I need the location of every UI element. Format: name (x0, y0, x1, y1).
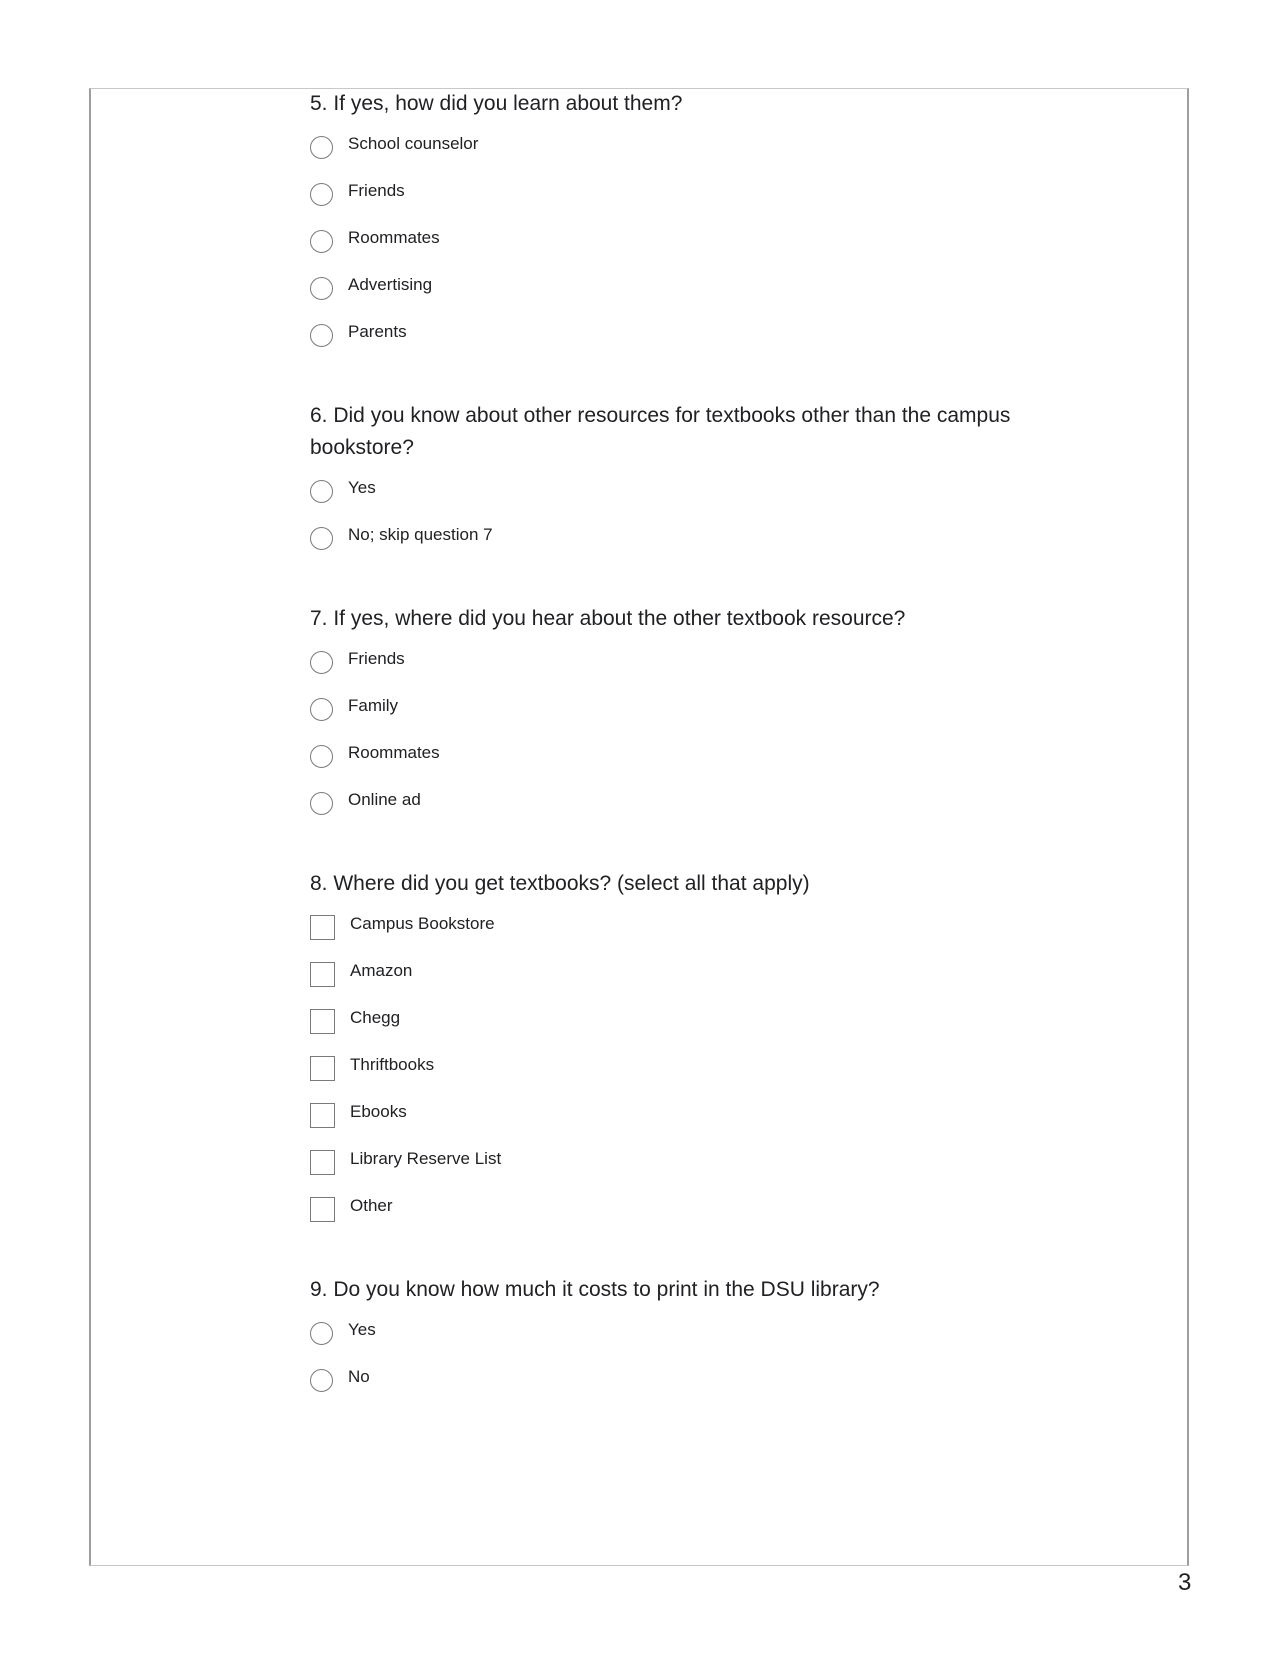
option-label: Library Reserve List (350, 1149, 502, 1168)
question-5-option-friends[interactable] (310, 177, 1030, 224)
option-label: Yes (348, 478, 376, 497)
option-label: Parents (348, 322, 407, 341)
page-number: 3 (1178, 1569, 1192, 1596)
question-8-option-other[interactable] (310, 1192, 1030, 1239)
option-label: Family (348, 696, 399, 715)
radio-button[interactable] (310, 183, 333, 206)
question-9-title: 9. Do you know how much it costs to print in the DSU library? (310, 1278, 880, 1301)
option-label: No (348, 1367, 370, 1386)
option-label: Amazon (350, 961, 413, 980)
question-7-title: 7. If yes, where did you hear about the other textbook resource? (310, 607, 906, 630)
option-label: Yes (348, 1320, 376, 1339)
question-6-option-yes[interactable] (310, 474, 1030, 521)
radio-button[interactable] (310, 324, 333, 347)
question-7-option-family[interactable] (310, 692, 1030, 739)
checkbox[interactable] (310, 1103, 335, 1128)
question-8 (310, 868, 1030, 1239)
option-label: No; skip question 7 (348, 525, 493, 544)
question-5 (310, 88, 1030, 365)
question-9 (310, 1274, 1030, 1410)
question-5-option-parents[interactable] (310, 318, 1030, 365)
option-label: School counselor (348, 134, 479, 153)
question-8-title: 8. Where did you get textbooks? (select all that apply) (310, 872, 810, 895)
radio-button[interactable] (310, 230, 333, 253)
option-label: Friends (348, 649, 405, 668)
checkbox[interactable] (310, 962, 335, 987)
checkbox[interactable] (310, 1056, 335, 1081)
radio-button[interactable] (310, 480, 333, 503)
checkbox[interactable] (310, 1150, 335, 1175)
question-5-option-advertising[interactable] (310, 271, 1030, 318)
radio-button[interactable] (310, 1322, 333, 1345)
question-8-option-thriftbooks[interactable] (310, 1051, 1030, 1098)
option-label: Advertising (348, 275, 433, 294)
option-label: Friends (348, 181, 405, 200)
question-5-option-school-counselor[interactable] (310, 130, 1030, 177)
radio-button[interactable] (310, 136, 333, 159)
radio-button[interactable] (310, 745, 333, 768)
radio-button[interactable] (310, 527, 333, 550)
question-5-title: 5. If yes, how did you learn about them? (310, 92, 683, 115)
radio-button[interactable] (310, 1369, 333, 1392)
option-label: Ebooks (350, 1102, 407, 1121)
question-8-option-campus-bookstore[interactable] (310, 910, 1030, 957)
question-6-title: 6. Did you know about other resources for textbooks other than the campus bookstore? (310, 404, 1011, 459)
option-label: Campus Bookstore (350, 914, 495, 933)
question-7-option-friends[interactable] (310, 645, 1030, 692)
checkbox[interactable] (310, 1197, 335, 1222)
question-8-option-library-reserve-list[interactable] (310, 1145, 1030, 1192)
question-9-option-yes[interactable] (310, 1316, 1030, 1363)
radio-button[interactable] (310, 698, 333, 721)
question-6-option-no[interactable] (310, 521, 1030, 568)
option-label: Chegg (350, 1008, 401, 1027)
option-label: Roommates (348, 228, 440, 247)
question-8-option-chegg[interactable] (310, 1004, 1030, 1051)
question-6 (310, 400, 1030, 568)
question-5-option-roommates[interactable] (310, 224, 1030, 271)
radio-button[interactable] (310, 651, 333, 674)
checkbox[interactable] (310, 1009, 335, 1034)
question-8-option-ebooks[interactable] (310, 1098, 1030, 1145)
checkbox[interactable] (310, 915, 335, 940)
option-label: Online ad (348, 790, 421, 809)
option-label: Other (350, 1196, 393, 1215)
question-7-option-roommates[interactable] (310, 739, 1030, 786)
option-label: Thriftbooks (350, 1055, 435, 1074)
question-9-option-no[interactable] (310, 1363, 1030, 1410)
radio-button[interactable] (310, 792, 333, 815)
question-7 (310, 603, 1030, 833)
option-label: Roommates (348, 743, 440, 762)
question-8-option-amazon[interactable] (310, 957, 1030, 1004)
radio-button[interactable] (310, 277, 333, 300)
question-7-option-online-ad[interactable] (310, 786, 1030, 833)
